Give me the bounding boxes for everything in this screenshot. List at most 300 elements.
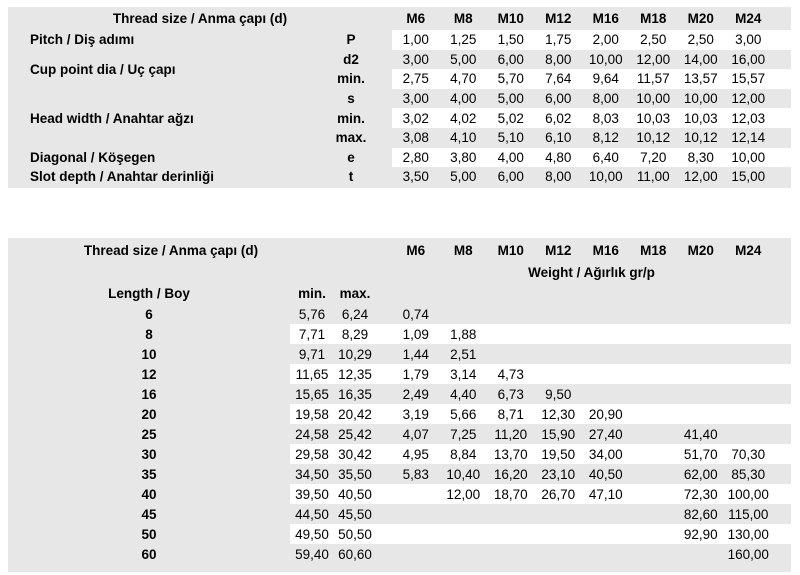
weight-cell: 130,00	[727, 526, 769, 542]
value-cell: 1,25	[450, 32, 477, 48]
empty-cell	[334, 238, 376, 262]
max-cell: 20,42	[338, 406, 372, 422]
sub-label: max.	[318, 128, 384, 148]
value-cell: 4,80	[545, 149, 572, 165]
spacer-cell	[376, 464, 392, 484]
length-cell: 16	[8, 384, 290, 404]
weight-cell	[535, 344, 583, 364]
value-cell: 12,00	[683, 169, 718, 185]
value-cell: 10,12	[636, 130, 671, 146]
value-cell: 2,75	[402, 71, 429, 87]
weight-cell	[487, 324, 535, 344]
value-cell: 1,75	[545, 32, 572, 48]
length-cell: 6	[8, 304, 290, 324]
empty-cell	[376, 238, 392, 262]
value-cell: 10,03	[683, 110, 718, 126]
weight-cell: 4,95	[402, 446, 429, 462]
spacer-cell	[376, 504, 392, 524]
value-cell: 5,10	[497, 130, 524, 146]
weight-cell	[677, 364, 725, 384]
weight-cell	[535, 524, 583, 544]
spacer-cell	[376, 344, 392, 364]
min-cell: 9,71	[298, 346, 326, 362]
dimensions-table	[8, 7, 791, 187]
weight-cell	[630, 544, 678, 564]
filler-cell	[772, 424, 791, 444]
spacer-cell	[384, 148, 392, 168]
max-cell: 30,42	[338, 446, 372, 462]
column-header-m18: M18	[640, 11, 667, 26]
value-cell: 10,00	[683, 91, 718, 107]
dimension-row	[8, 167, 791, 187]
length-cell: 30	[8, 444, 290, 464]
weight-cell	[392, 524, 440, 544]
spacer-cell	[376, 484, 392, 504]
weight-cell: 15,90	[541, 426, 576, 442]
value-cell: 15,57	[731, 71, 766, 87]
weights-table-title: Thread size / Anma çapı (d)	[8, 238, 334, 262]
value-cell: 5,00	[450, 51, 477, 67]
weight-cell	[725, 424, 773, 444]
weight-cell	[487, 524, 535, 544]
row-label: Pitch / Diş adımı	[8, 30, 318, 50]
weight-cell: 62,00	[683, 466, 718, 482]
row-label: Slot depth / Anahtar derinliği	[8, 167, 318, 187]
spacer-cell	[376, 384, 392, 404]
sub-label: min.	[318, 108, 384, 128]
value-cell: 3,00	[402, 91, 429, 107]
spacer-cell	[376, 304, 392, 324]
length-cell: 40	[8, 484, 290, 504]
weight-cell	[392, 484, 440, 504]
weight-cell	[440, 304, 488, 324]
weight-cell	[725, 404, 773, 424]
weight-cell	[535, 544, 583, 564]
filler-cell	[772, 30, 791, 50]
length-cell: 12	[8, 364, 290, 384]
weight-cell	[630, 464, 678, 484]
length-row	[8, 544, 791, 564]
weight-cell: 13,70	[493, 446, 528, 462]
dimensions-panel	[8, 7, 791, 188]
value-cell: 7,64	[545, 71, 572, 87]
empty-cell	[376, 283, 392, 304]
weight-cell: 160,00	[727, 546, 769, 562]
weight-cell	[630, 504, 678, 524]
length-row	[8, 424, 791, 444]
weight-cell	[582, 384, 630, 404]
weight-cell: 2,51	[450, 346, 477, 362]
spacer-cell	[376, 364, 392, 384]
value-cell: 6,10	[545, 130, 572, 146]
filler-cell	[772, 128, 791, 148]
value-cell: 3,50	[402, 169, 429, 185]
max-cell: 60,60	[338, 546, 372, 562]
column-header-m6: M6	[406, 11, 426, 26]
length-header-row	[8, 283, 791, 304]
length-cell: 35	[8, 464, 290, 484]
filler-cell	[772, 484, 791, 504]
weight-cell: 1,79	[402, 366, 429, 382]
max-cell: 35,50	[338, 466, 372, 482]
value-cell: 3,80	[450, 149, 477, 165]
min-cell: 49,50	[295, 526, 329, 542]
weight-cell	[630, 444, 678, 464]
min-cell: 19,58	[295, 406, 329, 422]
weight-cell	[677, 404, 725, 424]
weight-cell	[725, 324, 773, 344]
value-cell: 3,00	[735, 32, 762, 48]
max-cell: 25,42	[338, 426, 372, 442]
dimension-row	[8, 30, 791, 50]
min-cell: 7,71	[298, 326, 326, 342]
weight-cell: 1,44	[402, 346, 429, 362]
weight-cell	[725, 364, 773, 384]
min-cell: 39,50	[295, 486, 329, 502]
weight-cell	[630, 324, 678, 344]
filler-cell	[772, 108, 791, 128]
weight-cell: 115,00	[728, 506, 769, 522]
length-row	[8, 304, 791, 324]
max-cell: 16,35	[338, 386, 372, 402]
weight-cell	[392, 544, 440, 564]
weight-cell: 34,00	[588, 446, 623, 462]
filler-cell	[772, 444, 791, 464]
value-cell: 9,64	[592, 71, 619, 87]
value-cell: 10,00	[636, 91, 671, 107]
spacer-cell	[376, 544, 392, 564]
weight-cell: 8,71	[497, 406, 524, 422]
length-cell: 10	[8, 344, 290, 364]
value-cell: 14,00	[683, 51, 718, 67]
value-cell: 15,00	[731, 169, 766, 185]
weight-cell: 1,88	[450, 326, 477, 342]
weight-cell: 0,74	[402, 306, 429, 322]
dimension-row	[8, 148, 791, 168]
weight-cell	[630, 484, 678, 504]
value-cell: 6,00	[497, 51, 524, 67]
weight-cell	[677, 384, 725, 404]
weight-cell: 41,40	[683, 426, 718, 442]
weight-cell: 12,00	[446, 486, 481, 502]
value-cell: 6,40	[592, 149, 619, 165]
column-header-m24: M24	[735, 242, 762, 258]
value-cell: 8,03	[592, 110, 619, 126]
column-header-m16: M16	[592, 242, 619, 258]
weight-unit-header: Weight / Ağırlık gr/p	[528, 265, 655, 280]
weight-cell: 12,30	[541, 406, 576, 422]
value-cell: 12,14	[731, 130, 766, 146]
spacer-cell	[384, 69, 392, 89]
column-header-m12: M12	[545, 242, 572, 258]
column-header-m10: M10	[497, 11, 524, 26]
weight-cell: 23,10	[541, 466, 576, 482]
weight-cell: 16,20	[493, 466, 528, 482]
max-cell: 45,50	[338, 506, 372, 522]
min-cell: 44,50	[295, 506, 329, 522]
weight-cell: 9,50	[545, 386, 572, 402]
weight-cell	[487, 304, 535, 324]
weight-cell: 11,20	[494, 426, 528, 442]
weight-cell	[630, 304, 678, 324]
value-cell: 2,50	[687, 32, 714, 48]
weight-cell	[630, 364, 678, 384]
spacer-cell	[376, 444, 392, 464]
weight-cell	[630, 524, 678, 544]
weight-cell	[630, 384, 678, 404]
length-row	[8, 524, 791, 544]
weight-cell	[630, 344, 678, 364]
column-header-m16: M16	[592, 11, 619, 26]
min-cell: 34,50	[295, 466, 329, 482]
weight-cell	[535, 364, 583, 384]
weights-table	[8, 238, 791, 564]
value-cell: 12,00	[636, 51, 671, 67]
weight-cell	[535, 504, 583, 524]
empty-cell	[392, 283, 791, 304]
weight-cell: 10,40	[446, 466, 481, 482]
sub-label: P	[318, 30, 384, 50]
filler-cell	[772, 50, 791, 70]
value-cell: 8,00	[545, 169, 572, 185]
value-cell: 12,00	[731, 91, 766, 107]
value-cell: 4,10	[450, 130, 477, 146]
weight-cell	[487, 504, 535, 524]
min-header: min.	[298, 286, 326, 301]
sub-label: e	[318, 148, 384, 168]
max-cell: 12,35	[338, 366, 372, 382]
length-row	[8, 404, 791, 424]
weight-cell: 1,09	[402, 326, 429, 342]
length-cell: 60	[8, 544, 290, 564]
value-cell: 3,00	[402, 51, 429, 67]
column-header-m20: M20	[687, 242, 714, 258]
length-row	[8, 344, 791, 364]
weight-cell: 18,70	[493, 486, 528, 502]
column-header-m20: M20	[687, 11, 714, 26]
min-cell: 29,58	[295, 446, 329, 462]
weight-cell: 5,83	[402, 466, 429, 482]
filler-cell	[772, 304, 791, 324]
weight-cell: 82,60	[683, 506, 718, 522]
spacer-cell	[384, 128, 392, 148]
length-row	[8, 504, 791, 524]
value-cell: 10,00	[588, 51, 623, 67]
weight-cell	[440, 504, 488, 524]
weight-cell	[582, 324, 630, 344]
weight-cell: 6,73	[497, 386, 524, 402]
length-cell: 45	[8, 504, 290, 524]
max-cell: 40,50	[338, 486, 372, 502]
weight-cell: 3,14	[450, 366, 477, 382]
value-cell: 1,00	[402, 32, 429, 48]
weight-cell: 5,66	[450, 406, 477, 422]
value-cell: 8,12	[592, 130, 619, 146]
min-cell: 24,58	[295, 426, 329, 442]
weight-cell	[440, 544, 488, 564]
weights-header-row	[8, 238, 791, 262]
filler-cell	[772, 167, 791, 187]
value-cell: 4,70	[450, 71, 477, 87]
weight-cell: 40,50	[588, 466, 623, 482]
length-header: Length / Boy	[108, 286, 190, 301]
weight-cell	[582, 524, 630, 544]
spacer-cell	[384, 89, 392, 109]
weight-cell: 2,49	[402, 386, 429, 402]
weight-cell: 19,50	[541, 446, 576, 462]
weight-cell	[582, 304, 630, 324]
min-cell: 11,65	[295, 366, 329, 382]
value-cell: 3,08	[402, 130, 429, 146]
filler-cell	[772, 464, 791, 484]
max-header: max.	[339, 286, 371, 301]
weight-cell	[677, 344, 725, 364]
filler-cell	[772, 384, 791, 404]
weight-cell	[725, 344, 773, 364]
weight-cell	[392, 504, 440, 524]
max-cell: 10,29	[338, 346, 372, 362]
length-row	[8, 364, 791, 384]
weight-cell: 92,90	[683, 526, 718, 542]
dimensions-table-title: Thread size / Anma çapı (d)	[8, 7, 392, 30]
weight-cell	[582, 364, 630, 384]
value-cell: 5,00	[450, 169, 477, 185]
weight-cell	[630, 424, 678, 444]
spacer-cell	[376, 424, 392, 444]
value-cell: 16,00	[731, 51, 766, 67]
value-cell: 11,00	[636, 169, 670, 185]
weight-cell: 3,19	[402, 406, 429, 422]
weight-cell: 70,30	[731, 446, 766, 462]
weight-cell	[440, 524, 488, 544]
weight-cell	[725, 384, 773, 404]
column-header-m8: M8	[453, 11, 473, 26]
value-cell: 10,03	[636, 110, 671, 126]
length-cell: 25	[8, 424, 290, 444]
filler-cell	[772, 148, 791, 168]
value-cell: 4,02	[450, 110, 477, 126]
weight-cell	[535, 324, 583, 344]
spacer-cell	[384, 30, 392, 50]
filler-cell	[772, 364, 791, 384]
sub-label: min.	[318, 69, 384, 89]
length-row	[8, 464, 791, 484]
row-label: Head width / Anahtar ağzı	[8, 89, 318, 148]
weight-cell	[582, 344, 630, 364]
length-row	[8, 384, 791, 404]
weight-cell: 26,70	[541, 486, 576, 502]
value-cell: 2,00	[592, 32, 619, 48]
column-header-m24: M24	[735, 11, 762, 26]
weight-cell: 85,30	[731, 466, 766, 482]
length-cell: 20	[8, 404, 290, 424]
weight-cell: 27,40	[588, 426, 623, 442]
value-cell: 4,00	[497, 149, 524, 165]
value-cell: 8,30	[687, 149, 714, 165]
weight-cell	[487, 544, 535, 564]
column-header-m18: M18	[640, 242, 667, 258]
weight-cell: 51,70	[683, 446, 718, 462]
weight-cell	[582, 504, 630, 524]
row-label: Cup point dia / Uç çapı	[8, 50, 318, 89]
weight-cell: 4,07	[402, 426, 429, 442]
value-cell: 6,00	[497, 169, 524, 185]
filler-cell	[772, 544, 791, 564]
weight-unit-row	[8, 262, 791, 283]
value-cell: 13,57	[683, 71, 718, 87]
max-cell: 50,50	[338, 526, 372, 542]
length-row	[8, 444, 791, 464]
weight-cell: 7,25	[450, 426, 477, 442]
length-cell: 50	[8, 524, 290, 544]
value-cell: 12,03	[731, 110, 766, 126]
dimension-row	[8, 50, 791, 70]
value-cell: 3,02	[402, 110, 429, 126]
weight-cell	[630, 404, 678, 424]
weight-cell	[725, 304, 773, 324]
length-row	[8, 484, 791, 504]
sub-label: t	[318, 167, 384, 187]
value-cell: 6,00	[545, 91, 572, 107]
filler-cell	[772, 524, 791, 544]
filler-cell	[772, 324, 791, 344]
length-cell: 8	[8, 324, 290, 344]
value-cell: 5,02	[497, 110, 524, 126]
max-cell: 8,29	[341, 326, 369, 342]
spacer-cell	[376, 324, 392, 344]
weight-cell: 4,73	[497, 366, 524, 382]
value-cell: 8,00	[592, 91, 619, 107]
value-cell: 2,80	[402, 149, 429, 165]
filler-cell	[772, 89, 791, 109]
spacer-cell	[384, 167, 392, 187]
value-cell: 1,50	[497, 32, 524, 48]
value-cell: 5,00	[497, 91, 524, 107]
value-cell: 10,00	[731, 149, 766, 165]
column-header-m6: M6	[406, 242, 426, 258]
spacer-cell	[376, 524, 392, 544]
value-cell: 8,00	[545, 51, 572, 67]
column-header-m10: M10	[497, 242, 524, 258]
value-cell: 6,02	[545, 110, 572, 126]
weights-panel	[8, 238, 791, 572]
weight-cell	[487, 344, 535, 364]
filler-cell	[772, 344, 791, 364]
spacer-cell	[376, 404, 392, 424]
filler-cell	[772, 69, 791, 89]
value-cell: 10,12	[683, 130, 718, 146]
spacer-cell	[384, 108, 392, 128]
column-header-m8: M8	[453, 242, 473, 258]
filler-cell	[772, 238, 791, 262]
value-cell: 7,20	[640, 149, 667, 165]
value-cell: 2,50	[640, 32, 667, 48]
dimensions-header-row	[8, 7, 791, 30]
empty-cell	[8, 262, 392, 283]
filler-cell	[772, 504, 791, 524]
max-cell: 6,24	[341, 306, 369, 322]
length-row	[8, 324, 791, 344]
weight-cell	[677, 304, 725, 324]
value-cell: 11,57	[636, 71, 670, 87]
sub-label: d2	[318, 50, 384, 70]
weight-cell: 47,10	[588, 486, 623, 502]
weight-cell: 72,30	[683, 486, 718, 502]
weight-cell: 20,90	[588, 406, 623, 422]
spacer-cell	[384, 50, 392, 70]
weight-cell	[677, 324, 725, 344]
value-cell: 10,00	[588, 169, 623, 185]
